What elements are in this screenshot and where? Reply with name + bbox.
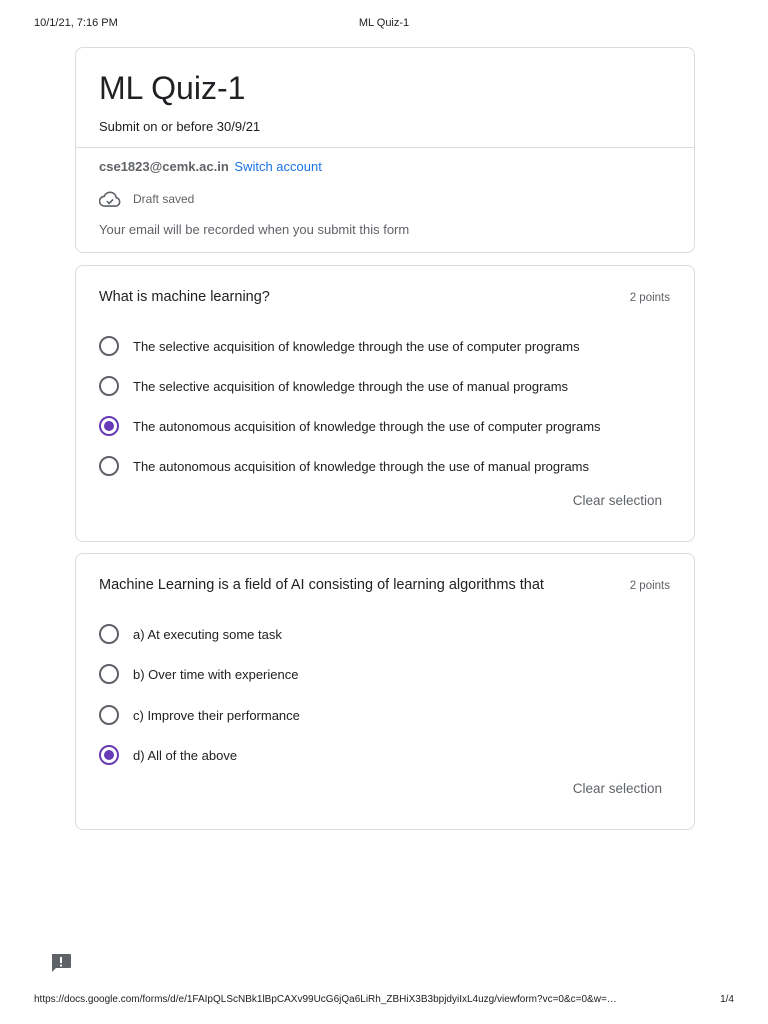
print-url: https://docs.google.com/forms/d/e/1FAIpQLScNBk1lBpCAXv99UcG6jQa6LiRh_ZBHiX3B3bpjdyiIxL4uzg/viewform?vc=0&c=0&w=… <box>34 994 617 1005</box>
print-datetime: 10/1/21, 7:16 PM <box>34 17 118 29</box>
feedback-icon[interactable] <box>50 953 72 973</box>
draft-status-label: Draft saved <box>133 192 195 206</box>
draft-status <box>99 189 194 209</box>
account-line <box>99 159 322 174</box>
print-doc-title: ML Quiz-1 <box>358 17 410 29</box>
option-4[interactable] <box>99 455 589 477</box>
option-3[interactable] <box>99 415 601 437</box>
clear-selection-button[interactable]: Clear selection <box>572 493 662 508</box>
radio-button[interactable] <box>99 336 119 356</box>
question-card-2 <box>75 553 695 830</box>
option-label: c) Improve their performance <box>133 707 300 723</box>
option-d[interactable] <box>99 744 237 766</box>
switch-account-link[interactable]: Switch account <box>234 159 322 174</box>
option-2[interactable] <box>99 375 568 397</box>
radio-button[interactable] <box>99 624 119 644</box>
print-footer <box>0 994 768 1008</box>
radio-button-selected[interactable] <box>99 745 119 765</box>
question-points: 2 points <box>629 292 670 304</box>
account-email: cse1823@cemk.ac.in <box>99 159 229 174</box>
email-note: Your email will be recorded when you submit this form <box>99 222 410 237</box>
option-label: The autonomous acquisition of knowledge through the use of manual programs <box>133 458 590 474</box>
option-label: d) All of the above <box>133 747 238 763</box>
option-label: a) At executing some task <box>133 626 282 642</box>
question-title: What is machine learning? <box>99 289 270 305</box>
option-label: The selective acquisition of knowledge through the use of computer programs <box>133 338 580 354</box>
page-number: 1/4 <box>720 994 734 1005</box>
form-title: ML Quiz-1 <box>99 70 246 106</box>
radio-button[interactable] <box>99 456 119 476</box>
form-header-card <box>75 47 695 253</box>
option-label: The autonomous acquisition of knowledge through the use of computer programs <box>133 418 601 434</box>
clear-selection-button[interactable]: Clear selection <box>572 781 662 796</box>
option-b[interactable] <box>99 663 298 685</box>
option-label: The selective acquisition of knowledge through the use of manual programs <box>133 378 569 394</box>
cloud-check-icon <box>99 191 121 207</box>
question-points: 2 points <box>629 580 670 592</box>
radio-button[interactable] <box>99 376 119 396</box>
header-divider <box>76 147 694 148</box>
option-1[interactable] <box>99 335 580 357</box>
form-description: Submit on or before 30/9/21 <box>99 119 261 134</box>
radio-button[interactable] <box>99 664 119 684</box>
radio-button[interactable] <box>99 705 119 725</box>
question-title: Machine Learning is a field of AI consisting of learning algorithms that <box>99 577 544 593</box>
print-header <box>0 17 768 31</box>
option-label: b) Over time with experience <box>133 666 299 682</box>
option-c[interactable] <box>99 704 300 726</box>
option-a[interactable] <box>99 623 282 645</box>
radio-button-selected[interactable] <box>99 416 119 436</box>
question-card-1 <box>75 265 695 542</box>
